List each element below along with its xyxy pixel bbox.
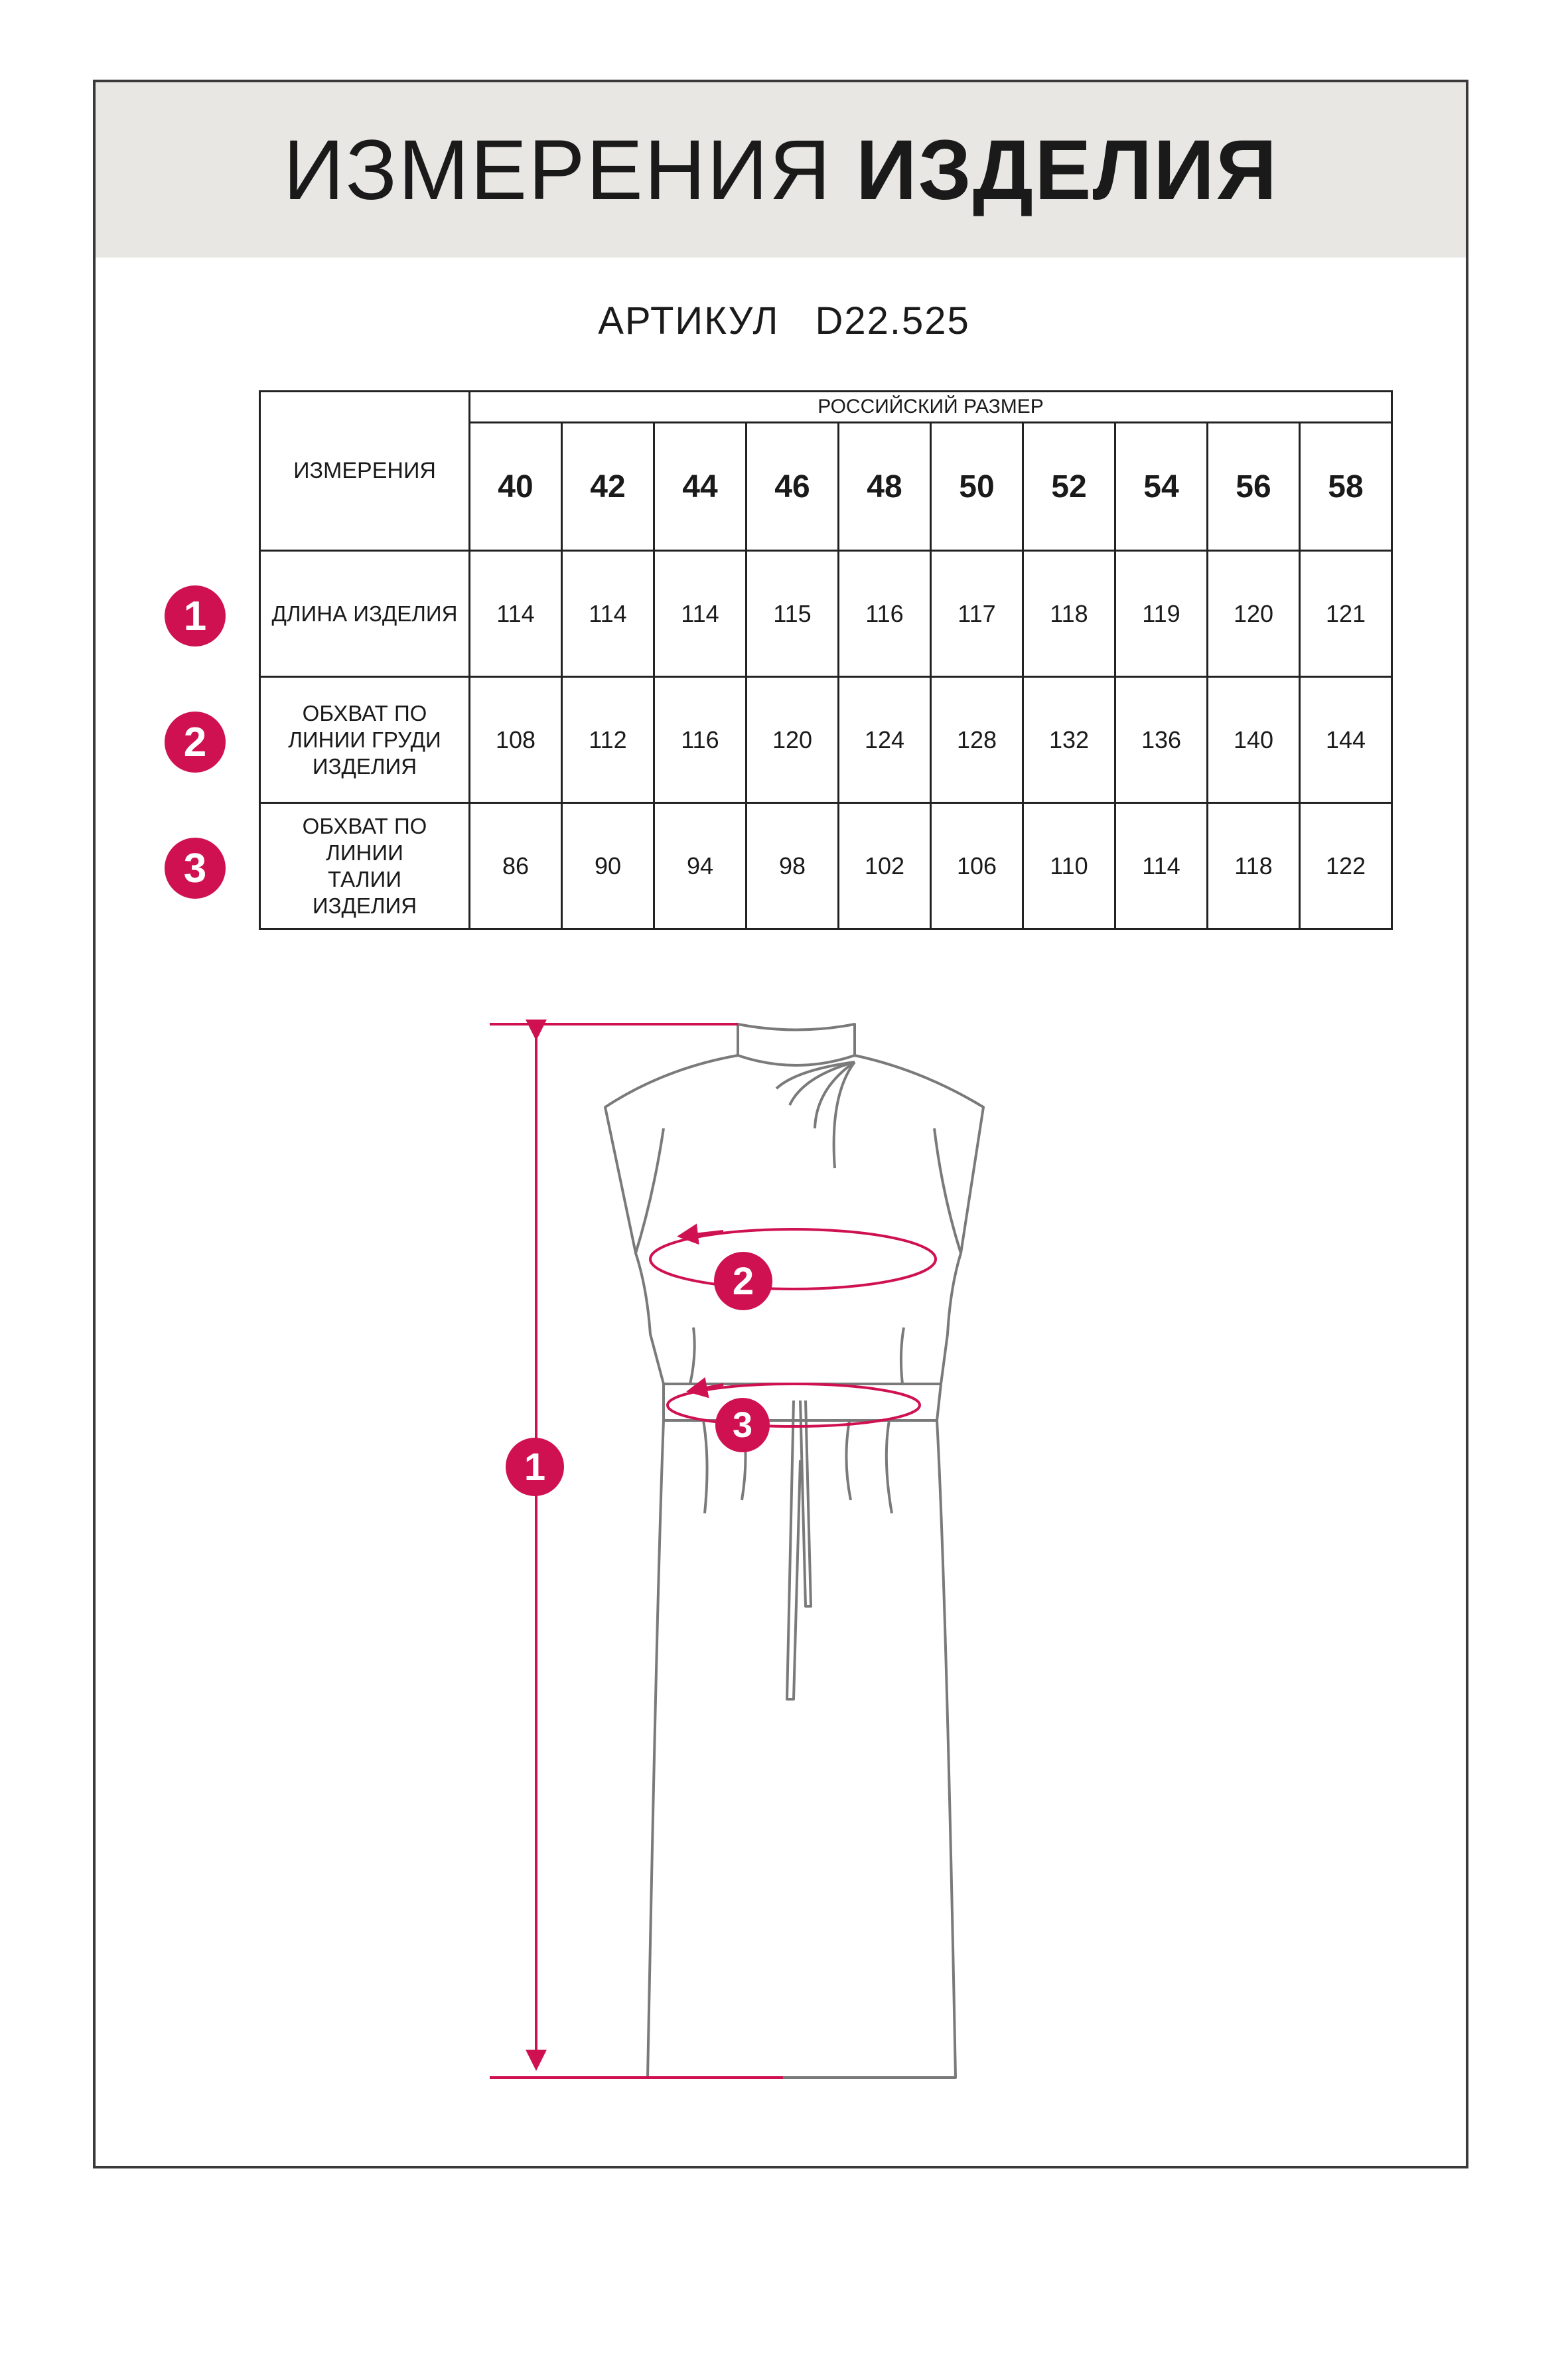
table-cell: 118 xyxy=(1023,551,1115,677)
dress-outline xyxy=(605,1024,983,2078)
table-cell: 132 xyxy=(1023,677,1115,803)
table-cell: 114 xyxy=(562,551,654,677)
table-cell: 120 xyxy=(1208,551,1300,677)
table-cell: 117 xyxy=(931,551,1023,677)
row-badge-2: 2 xyxy=(165,712,226,773)
table-cell: 119 xyxy=(1115,551,1208,677)
title-light: ИЗМЕРЕНИЯ xyxy=(283,122,832,218)
row-badge-1: 1 xyxy=(165,585,226,646)
table-cell: 114 xyxy=(1115,803,1208,929)
table-cell: 140 xyxy=(1208,677,1300,803)
size-header: 46 xyxy=(747,423,839,551)
table-cell: 124 xyxy=(839,677,931,803)
size-header: 40 xyxy=(470,423,562,551)
table-cell: 115 xyxy=(747,551,839,677)
table-cell: 94 xyxy=(654,803,747,929)
size-header: 44 xyxy=(654,423,747,551)
diagram-marker-1: 1 xyxy=(506,1438,564,1496)
title-bold: ИЗДЕЛИЯ xyxy=(855,122,1279,218)
table-cell: 86 xyxy=(470,803,562,929)
table-cell: 136 xyxy=(1115,677,1208,803)
size-header: 48 xyxy=(839,423,931,551)
table-cell: 106 xyxy=(931,803,1023,929)
table-cell: 118 xyxy=(1208,803,1300,929)
size-group-header: РОССИЙСКИЙ РАЗМЕР xyxy=(470,392,1392,423)
table-cell: 120 xyxy=(747,677,839,803)
size-header: 56 xyxy=(1208,423,1300,551)
row-badge-3: 3 xyxy=(165,838,226,899)
size-header: 42 xyxy=(562,423,654,551)
table-cell: 121 xyxy=(1300,551,1392,677)
table-cell: 98 xyxy=(747,803,839,929)
row-label: ОБХВАТ ПО ЛИНИИ ТАЛИИ ИЗДЕЛИЯ xyxy=(260,803,470,929)
diagram-marker-3: 3 xyxy=(715,1398,770,1452)
row-label: ДЛИНА ИЗДЕЛИЯ xyxy=(260,551,470,677)
size-header: 58 xyxy=(1300,423,1392,551)
article-code: D22.525 xyxy=(815,299,970,342)
article-label: АРТИКУЛ xyxy=(598,299,780,342)
table-cell: 144 xyxy=(1300,677,1392,803)
table-cell: 110 xyxy=(1023,803,1115,929)
size-header: 54 xyxy=(1115,423,1208,551)
table-cell: 116 xyxy=(839,551,931,677)
length-measure xyxy=(490,1024,783,2078)
table-cell: 114 xyxy=(654,551,747,677)
row-label: ОБХВАТ ПО ЛИНИИ ГРУДИ ИЗДЕЛИЯ xyxy=(260,677,470,803)
table-cell: 122 xyxy=(1300,803,1392,929)
measure-header: ИЗМЕРЕНИЯ xyxy=(260,392,470,551)
table-cell: 102 xyxy=(839,803,931,929)
table-cell: 128 xyxy=(931,677,1023,803)
size-header: 50 xyxy=(931,423,1023,551)
table-cell: 114 xyxy=(470,551,562,677)
diagram-marker-2: 2 xyxy=(714,1252,772,1310)
bust-measure xyxy=(650,1229,936,1289)
table-cell: 112 xyxy=(562,677,654,803)
table-cell: 116 xyxy=(654,677,747,803)
table-cell: 108 xyxy=(470,677,562,803)
size-header: 52 xyxy=(1023,423,1115,551)
table-cell: 90 xyxy=(562,803,654,929)
